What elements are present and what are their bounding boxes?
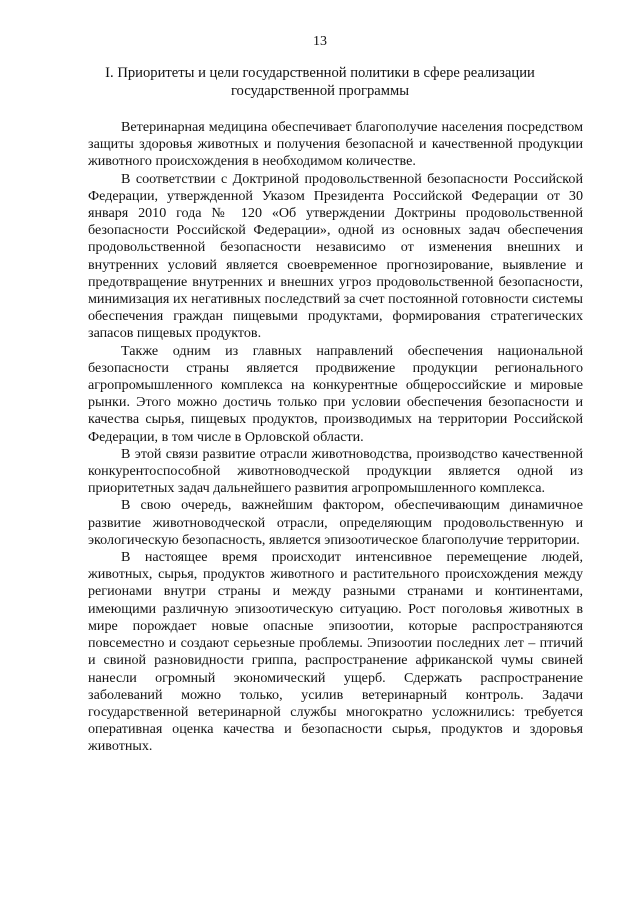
section-title-line-1: I. Приоритеты и цели государственной политики в сфере реализации [105,65,535,81]
body-text [88,119,583,756]
paragraph-current-situation: В настоящее время происходит интенсивное перемещение людей, животных, сырья, продуктов животного и растительного происхождения между регионами внутри страны и между разными странами и континентами, имеющими различную эпизоотическую ситуацию. Рост поголовья животных в мире порождает новые опасные эпизоотии, которые распространяются повсеместно и создают серьезные проблемы. Эпизоотии последних лет – птичий и свиной разновидности гриппа, распространение африканской чумы свиней нанесли огромный экономический ущерб. Сдержать распространение заболеваний можно только, усилив ветеринарный контроль. Задачи государственной ветеринарной службы многократно усложнились: требуется оперативная оценка качества и безопасности сырья, продуктов и здоровья животных. [88,549,583,755]
paragraph-epizootic-welfare: В свою очередь, важнейшим фактором, обеспечивающим динамичное развитие животноводческой отрасли, определяющим продовольственную и экологическую безопасность, является эпизоотическое благополучие территории. [88,497,583,548]
paragraph-livestock-development: В этой связи развитие отрасли животноводства, производство качественной конкурентоспособной животноводческой продукции является одной из приоритетных задач дальнейшего развития агропромышленного комплекса. [88,445,583,497]
paragraph-national-security: Также одним из главных направлений обеспечения национальной безопасности страны является продвижение продукции регионального агропромышленного комплекса на конкурентные общероссийские и мировые рынки. Этого можно достичь только при условии обеспечения безопасности и качества сырья, пищевых продуктов, производимых на территории Российской Федерации, в том числе в Орловской области. [88,342,583,445]
paragraph-veterinary-medicine: Ветеринарная медицина обеспечивает благополучие населения посредством защиты здоровья животных и получения безопасной и качественной продукции животного происхождения в необходимом количестве. [88,119,583,170]
page-number: 13 [313,34,327,49]
paragraph-food-security-doctrine: В соответствии с Доктриной продовольственной безопасности Российской Федерации, утвержденной Указом Президента Российской Федерации от 30 января 2010 года № 120 «Об утверждении Доктрины продовольственной безопасности Российской Федерации», одной из основных задач обеспечения продовольственной безопасности независимо от изменения внешних и внутренних условий является своевременное прогнозирование, выявление и предотвращение внутренних и внешних угроз продовольственной безопасности, минимизация их негативных последствий за счет постоянной готовности системы обеспечения граждан пищевыми продуктами, формирования стратегических запасов пищевых продуктов. [88,170,583,342]
section-title [88,64,552,100]
section-title-line-2: государственной программы [230,83,410,99]
